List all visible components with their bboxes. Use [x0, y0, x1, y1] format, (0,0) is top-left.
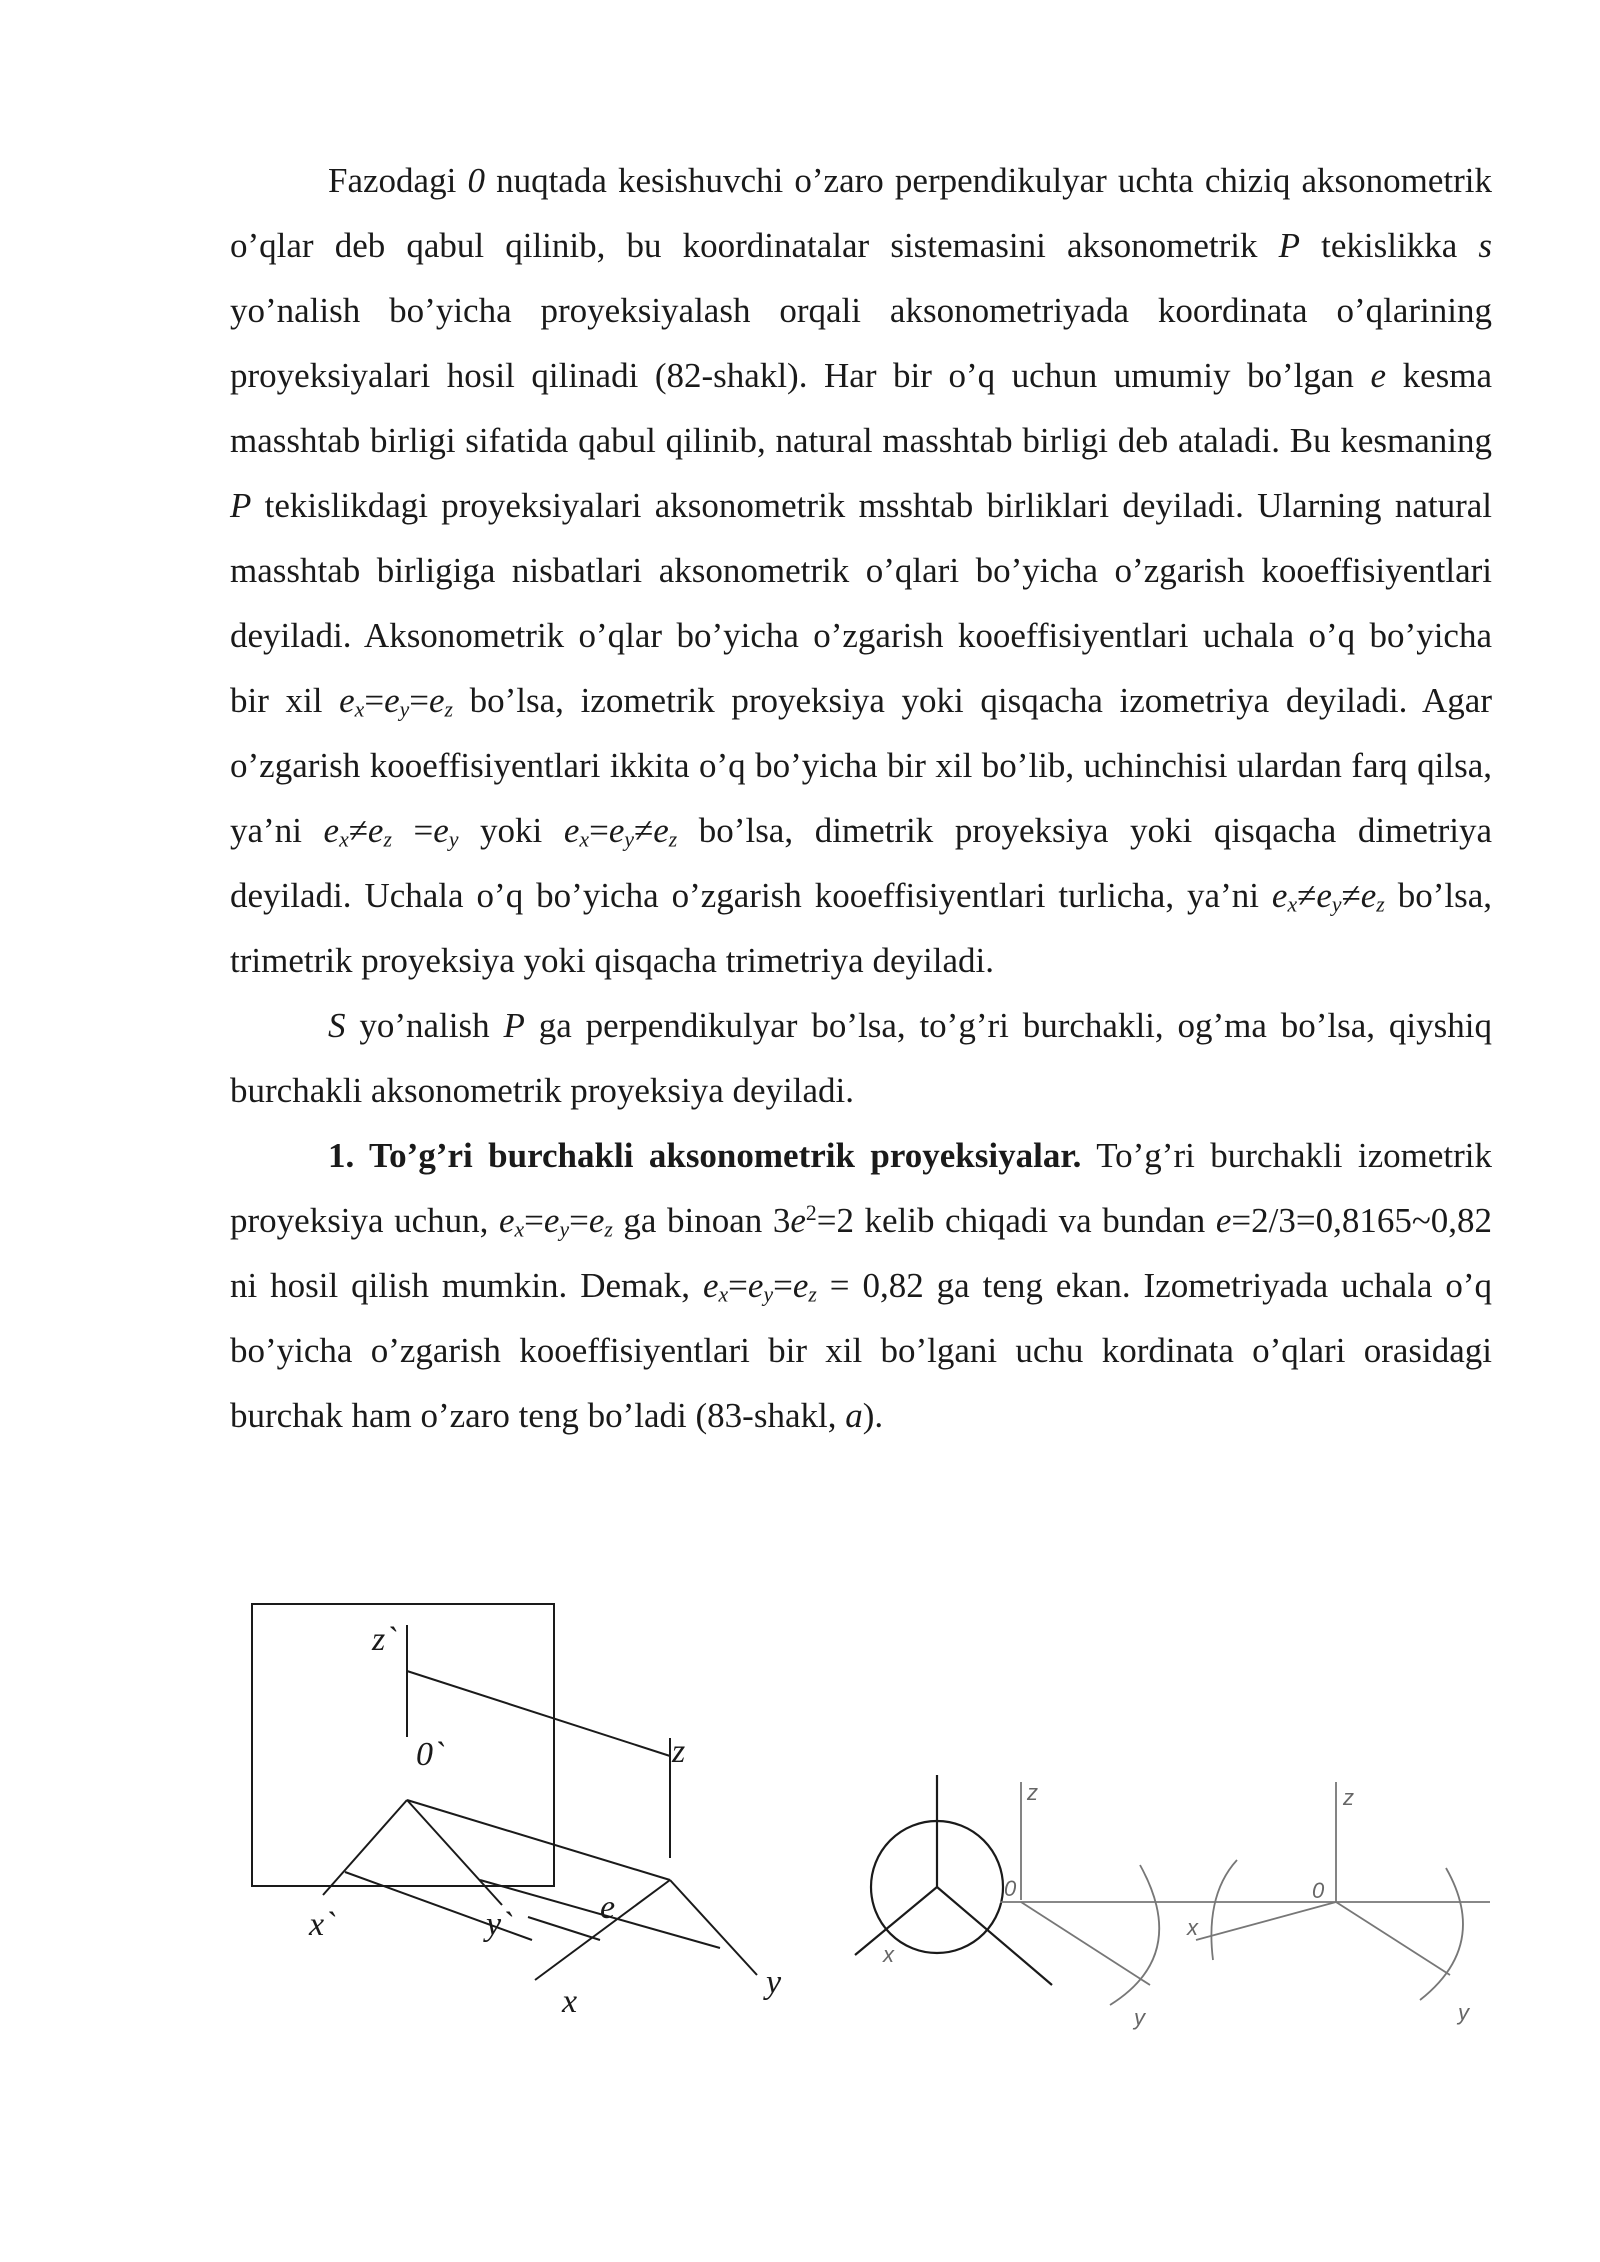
label-y: y — [766, 1964, 782, 2001]
diagram-axes-construction-1 — [1000, 1782, 1210, 2005]
figure-axonometric-diagrams — [0, 1570, 1600, 2090]
axis-x-prime — [323, 1800, 407, 1895]
iso-axis-x — [855, 1887, 937, 1955]
label-iso-x: x — [883, 1942, 894, 1967]
label-y-right-1: y — [1134, 2005, 1145, 2030]
projector-origin — [407, 1800, 670, 1880]
projector-z — [407, 1671, 670, 1756]
label-origin-prime: 0` — [416, 1736, 445, 1773]
label-y-prime: y` — [486, 1906, 513, 1943]
axis-y-right-1 — [1021, 1902, 1150, 1985]
label-x-right-2: x — [1187, 1915, 1198, 1940]
axis-y — [670, 1880, 757, 1975]
label-x: x — [562, 1983, 578, 2020]
arc-left-right-2 — [1211, 1860, 1237, 1960]
segment-e — [528, 1917, 600, 1940]
paragraph-orthogonal-projections: 1. To’g’ri burchakli aksonometrik proyeksiyalar. To’g’ri burchakli izometrik proyeksiya uchun, $e_x=e_y=e_z$ ga binoan $3e^2=2$ kelib chiqadi va bundan e=2/3=0,8165~0,82 ni hosil qilish mumkin. Demak, $e_x=e_y=e_z = 0,82$ ga teng ekan. Izometriyada uchala o’q bo’yicha o’zgarish kooeffisiyentlari bir xil bo’lgani uchu kordinata o’qlari orasidagi burchak ham o’zaro teng bo’ladi (83-shakl, a). — [230, 1136, 1493, 1435]
projection-plane-p — [252, 1604, 554, 1886]
label-z: z — [672, 1733, 686, 1770]
label-z-right-1: z — [1027, 1780, 1038, 1805]
figure-svg — [0, 1570, 1600, 2090]
label-x-prime: x` — [309, 1906, 336, 1943]
arc-right-1 — [1110, 1865, 1159, 2005]
paragraph-axonometric-intro: Fazodagi 0 nuqtada kesishuvchi o’zaro perpendikulyar uchta chiziq aksonometrik o’qlar deb qabul qilinib, bu koordinatalar sistemasini aksonometrik P tekislikka s yo’nalish bo’yicha proyeksiyalash orqali aksonometriyada koordinata o’qlarining proyeksiyalari hosil qilinadi (82-shakl). Har bir o’q uchun umumiy bo’lgan e kesma masshtab birligi sifatida qabul qilinib, natural masshtab birligi deb ataladi. Bu kesmaning P tekislikdagi proyeksiyalari aksonometrik msshtab birliklari deyiladi. Ularning natural masshtab birligiga nisbatlari aksonometrik o’qlari bo’yicha o’zgarish kooeffisiyentlari deyiladi. Aksonometrik o’qlar bo’yicha o’zgarish kooeffisiyentlari uchala o’q bo’yicha bir xil $e_x=e_y=e_z$ bo’lsa, izometrik proyeksiya yoki qisqacha izometriya deyiladi. Agar o’zgarish kooeffisiyentlari ikkita o’q bo’yicha bir xil bo’lib, uchinchisi ulardan farq qilsa, ya’ni $e_x\ne e_z =e_y$ yoki $e_x=e_y\ne e_z$ bo’lsa, dimetrik proyeksiya yoki qisqacha dimetriya deyiladi. Uchala o’q bo’yicha o’zgarish kooeffisiyentlari turlicha, ya’ni $e_x\ne e_y\ne e_z$ bo’lsa, trimetrik proyeksiya yoki qisqacha trimetriya deyiladi. — [230, 161, 1493, 980]
axis-x-right-2 — [1196, 1902, 1336, 1940]
label-z-right-2: z — [1343, 1785, 1354, 1810]
paragraph-direction-s: S yo’nalish P ga perpendikulyar bo’lsa, to’g’ri burchakli, og’ma bo’lsa, qiyshiq burchakli aksonometrik proyeksiya deyiladi. — [230, 1006, 1492, 1110]
label-z-prime: z` — [372, 1621, 397, 1658]
label-y-right-2: y — [1458, 2000, 1469, 2025]
diagram-axes-construction-2 — [1196, 1782, 1490, 2000]
axis-y-right-2 — [1336, 1902, 1450, 1975]
section-heading: 1. To’g’ri burchakli aksonometrik proyeksiyalar. — [328, 1136, 1082, 1175]
arc-right-right-2 — [1420, 1868, 1463, 2000]
label-zero-right-1: 0 — [1004, 1876, 1017, 1901]
body-text — [230, 148, 1492, 1448]
label-zero-right-2: 0 — [1312, 1878, 1325, 1903]
label-e: e — [600, 1889, 616, 1926]
axis-y-prime — [407, 1800, 502, 1905]
